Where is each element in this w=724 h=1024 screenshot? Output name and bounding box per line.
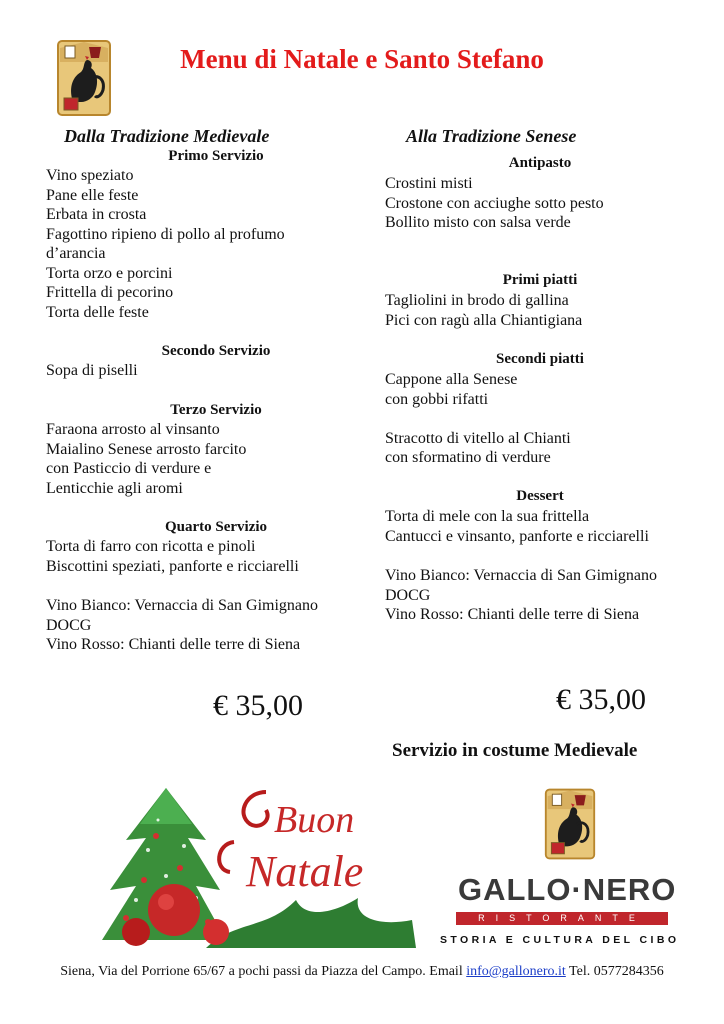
- menu-items: [385, 291, 582, 330]
- menu-spacer: [385, 409, 571, 429]
- menu-item: Faraona arrosto al vinsanto: [46, 421, 220, 438]
- footer-phone: Tel. 0577284356: [565, 964, 664, 979]
- menu-item: Crostini misti: [385, 175, 473, 192]
- menu-items: [385, 174, 604, 233]
- christmas-tree-holly-illustration: [96, 780, 416, 948]
- menu-item: Maialino Senese arrosto farcito: [46, 440, 247, 458]
- brand-name: GALLO·NERO: [458, 872, 677, 907]
- section-title: Antipasto: [508, 155, 572, 171]
- menu-item: con sformatino di verdure: [385, 449, 551, 466]
- section-title: Quarto Servizio: [164, 519, 268, 535]
- menu-item: Torta di mele con la sua frittella: [385, 508, 590, 525]
- greeting-word-1: Buon: [274, 799, 355, 841]
- menu-item: Pane elle feste: [46, 186, 139, 204]
- page-title: Menu di Natale e Santo Stefano: [180, 44, 544, 74]
- brand-subtitle-banner: RISTORANTE: [456, 912, 668, 925]
- brand-tagline: STORIA E CULTURA DEL CIBO: [440, 934, 680, 946]
- section-title: Primo Servizio: [168, 148, 264, 164]
- wine-item: DOCG: [385, 586, 431, 604]
- menu-item: con Pasticcio di verdure e: [46, 460, 212, 477]
- wine-item: Vino Bianco: Vernaccia di San Gimignano: [385, 567, 658, 584]
- wine-item: Vino Rosso: Chianti delle terre di Siena: [385, 606, 640, 623]
- menu-item: con gobbi rifatti: [385, 390, 489, 408]
- right-column-heading: Alla Tradizione Senese: [406, 126, 577, 146]
- section-title: Dessert: [516, 488, 564, 504]
- wine-list: [46, 596, 318, 655]
- section-title: Primi piatti: [502, 272, 578, 288]
- menu-item: Torta delle feste: [46, 303, 149, 321]
- costume-note: Servizio in costume Medievale: [392, 740, 638, 761]
- menu-item: Cappone alla Senese: [385, 371, 518, 388]
- greeting-word-2: Natale: [246, 847, 364, 896]
- menu-item: Frittella di pecorino: [46, 284, 174, 301]
- wine-item: DOCG: [46, 616, 92, 634]
- footer-contact: [0, 964, 724, 980]
- section-title: Terzo Servizio: [170, 402, 262, 418]
- menu-items: [46, 361, 138, 381]
- menu-items: [46, 420, 246, 498]
- menu-items: [46, 166, 285, 322]
- left-column-heading: Dalla Tradizione Medievale: [64, 126, 270, 146]
- menu-items: [385, 507, 649, 546]
- menu-items: [46, 537, 299, 576]
- section-title: Secondi piatti: [496, 351, 584, 367]
- wine-list: [385, 566, 657, 625]
- menu-item: Vino speziato: [46, 167, 134, 184]
- menu-item: Fagottino ripieno di pollo al profumo: [46, 225, 285, 243]
- email-link[interactable]: info@gallonero.it: [466, 964, 566, 979]
- left-price: € 35,00: [213, 689, 303, 722]
- menu-item: Cantucci e vinsanto, panforte e ricciarelli: [385, 527, 649, 545]
- wine-item: Vino Bianco: Vernaccia di San Gimignano: [46, 597, 319, 614]
- menu-item: Crostone con acciughe sotto pesto: [385, 194, 604, 212]
- menu-item: d’arancia: [46, 245, 106, 262]
- menu-item: Stracotto di vitello al Chianti: [385, 429, 571, 447]
- menu-item: Lenticchie agli aromi: [46, 479, 183, 497]
- menu-item: Tagliolini in brodo di gallina: [385, 292, 569, 309]
- menu-item: Torta orzo e porcini: [46, 264, 173, 282]
- menu-item: Torta di farro con ricotta e pinoli: [46, 538, 256, 555]
- menu-item: Sopa di piselli: [46, 362, 138, 379]
- menu-item: Bollito misto con salsa verde: [385, 214, 571, 231]
- menu-items: [385, 370, 571, 468]
- footer-address: Siena, Via del Porrione 65/67 a pochi passi da Piazza del Campo. Email: [60, 964, 467, 979]
- menu-item: Erbata in crosta: [46, 206, 147, 223]
- right-price: € 35,00: [556, 683, 646, 716]
- rooster-crest-icon: [543, 786, 597, 862]
- section-title: Secondo Servizio: [161, 343, 271, 359]
- menu-item: Pici con ragù alla Chiantigiana: [385, 311, 583, 329]
- menu-item: Biscottini speziati, panforte e ricciarelli: [46, 557, 299, 575]
- wine-item: Vino Rosso: Chianti delle terre di Siena: [46, 636, 301, 653]
